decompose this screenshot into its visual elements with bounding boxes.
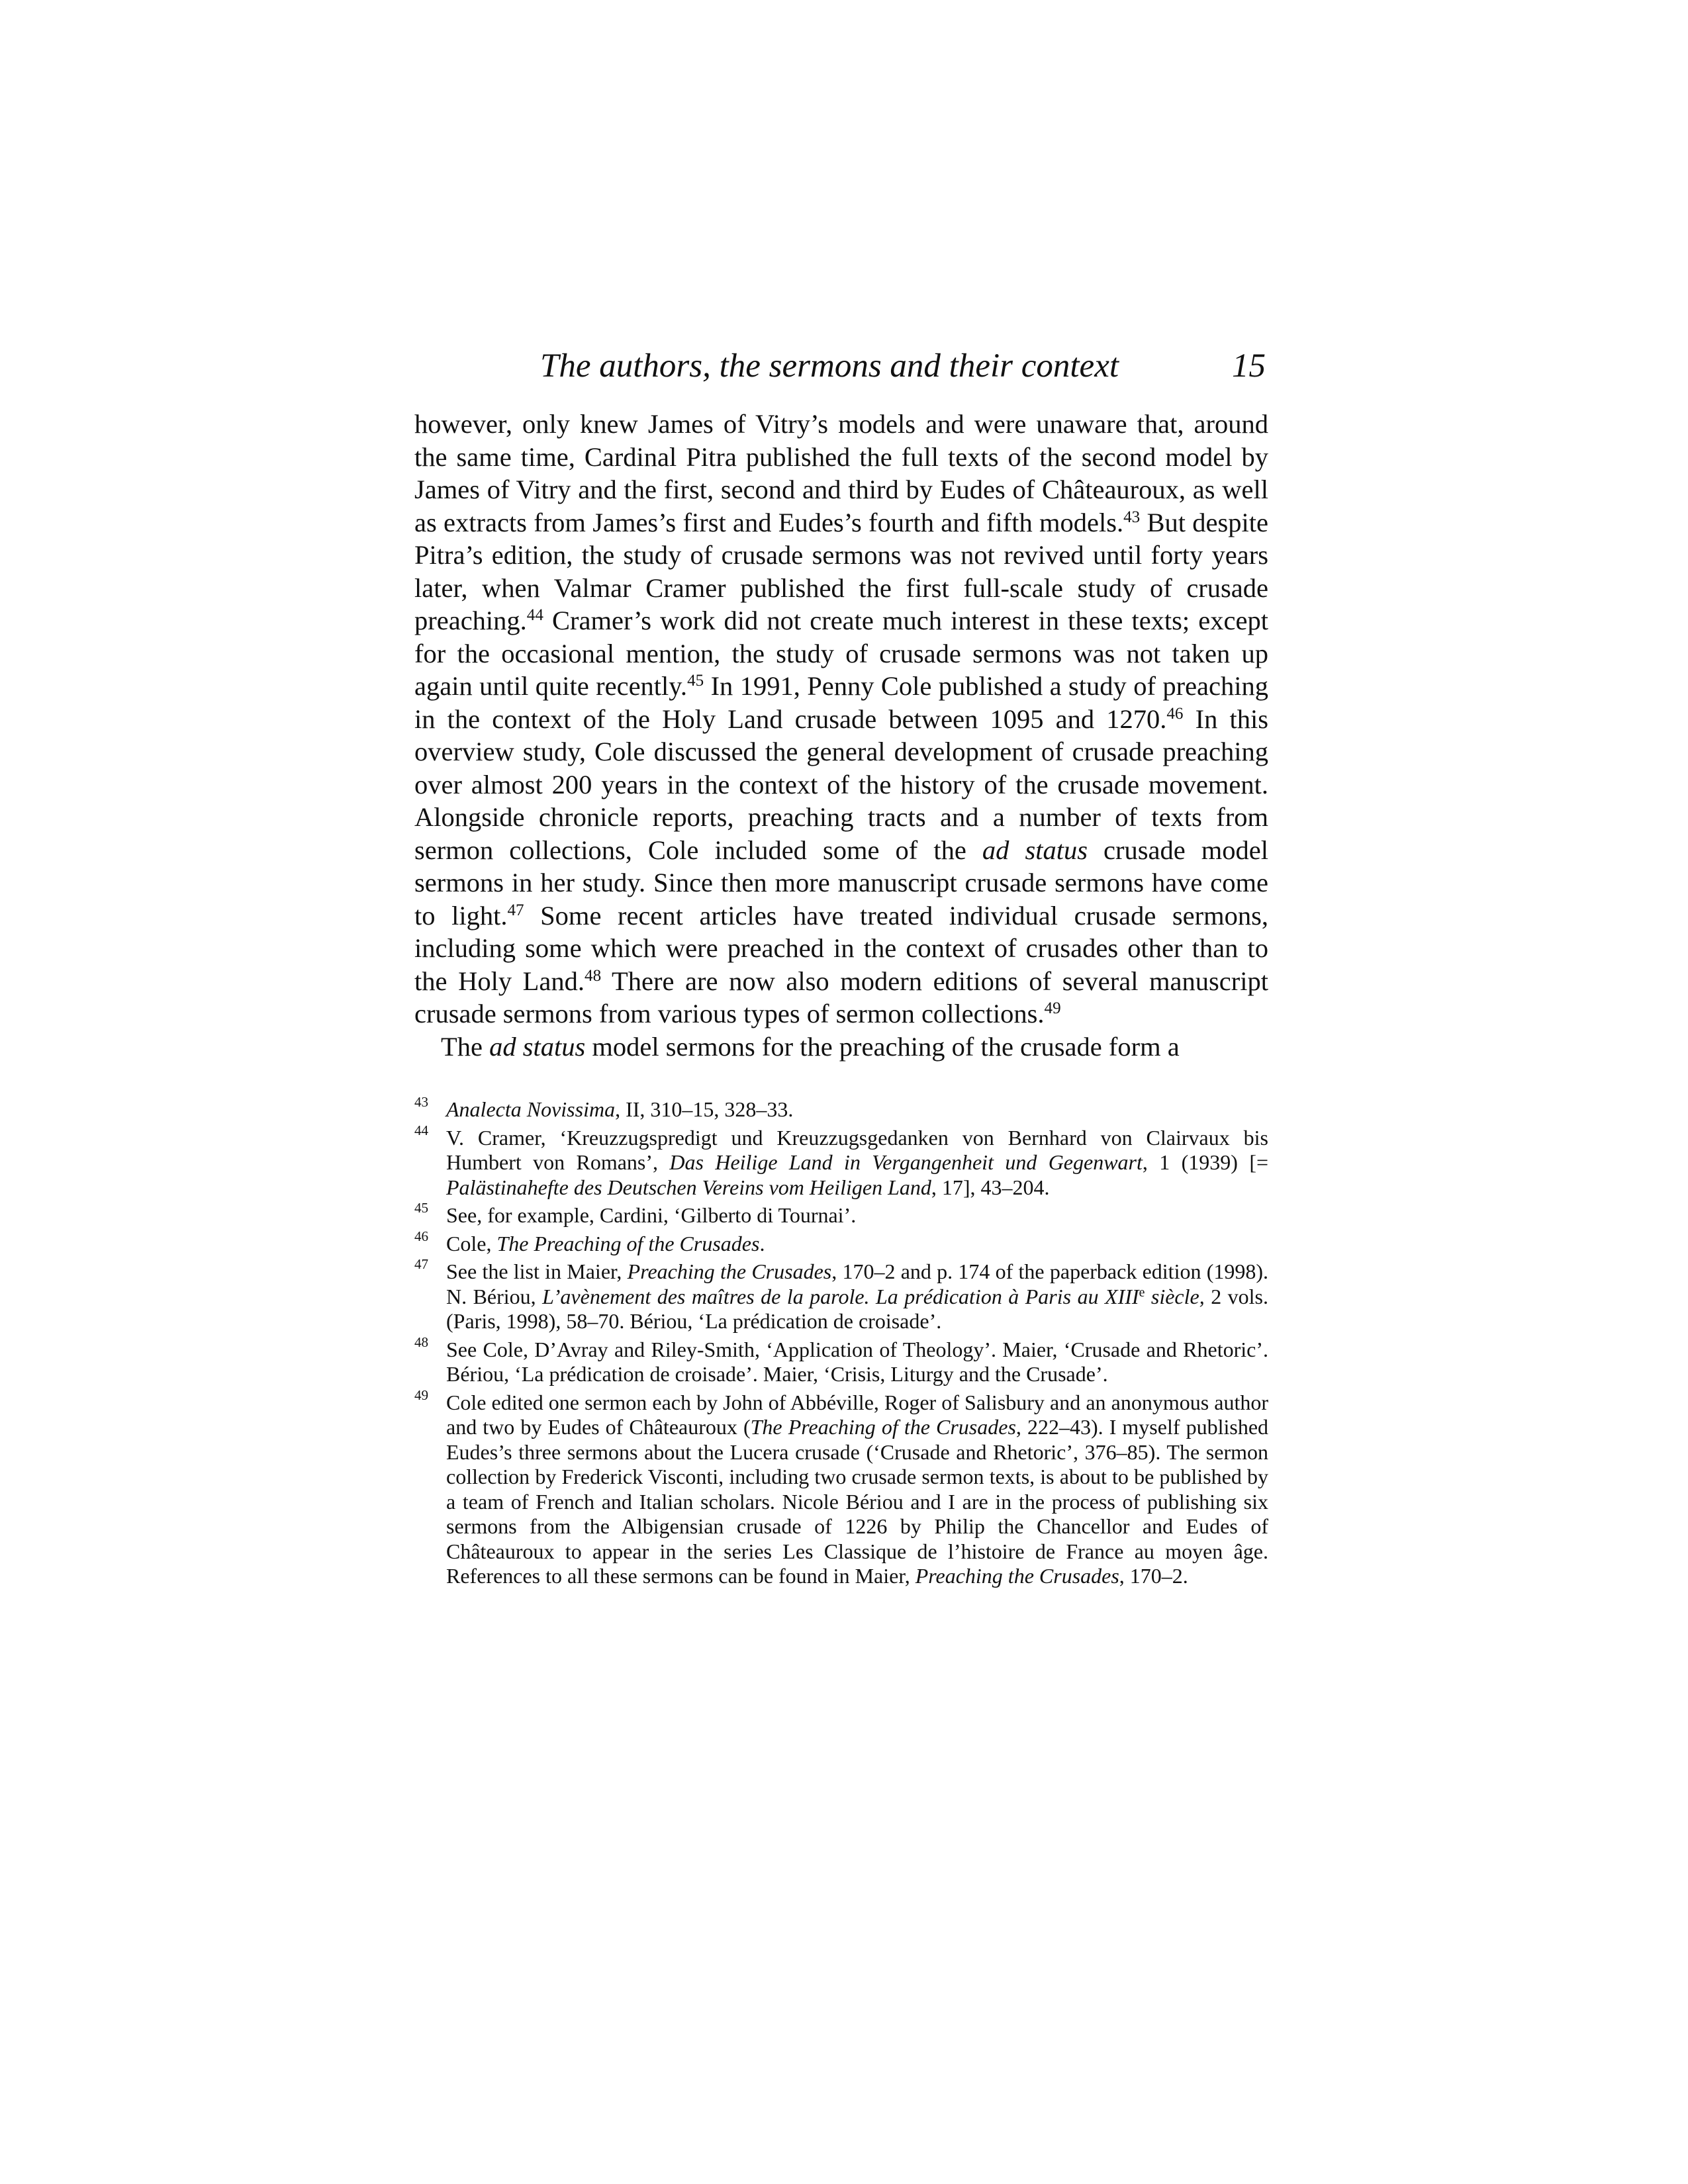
text-run: In this overview study, Cole discussed the general development of crusade preaching over almost 200 years in the context of the history of the crusade movement. Alongside chronicle reports, preaching tracts and a number of texts from sermon collections, Cole included some of the <box>414 704 1268 865</box>
footnote-number: 45 <box>414 1200 429 1216</box>
footnote-ref-44: 44 <box>526 606 543 625</box>
italic-term: ad status <box>489 1031 586 1062</box>
italic-title: The Preaching of the Crusades <box>496 1231 760 1255</box>
footnote-ref-49: 49 <box>1044 999 1061 1018</box>
footnote-text: 2 vols. (Paris, 1998), 58–70. Bériou, ‘La prédication de croisade’. <box>446 1284 1269 1333</box>
footnote-text: See the list in Maier, <box>446 1259 628 1283</box>
italic-title: Das Heilige Land in Vergangenheit und Gegenwart <box>669 1150 1143 1174</box>
footnote-text: See Cole, D’Avray and Riley-Smith, ‘Application of Theology’. Maier, ‘Crusade and Rhetoric’. Bériou, ‘La prédication de croisade’. Maier, ‘Crisis, Liturgy and the Crusade’. <box>446 1337 1268 1386</box>
text-run: Some recent articles have treated individual crusade sermons, including some which were preached in the context of crusades other than to the Holy Land. <box>414 900 1268 996</box>
footnote-ref-46: 46 <box>1166 704 1184 723</box>
running-title: The authors, the sermons and their context <box>540 347 1119 385</box>
footnote-text: . <box>759 1231 765 1255</box>
footnote-text: Cole, <box>446 1231 497 1255</box>
footnote-ref-43: 43 <box>1123 508 1141 526</box>
footnote-number: 44 <box>414 1122 429 1138</box>
footnote-number: 48 <box>414 1334 429 1350</box>
footnote-number: 47 <box>414 1256 429 1272</box>
main-text <box>414 408 1268 1063</box>
footnote-text: , 170–2 and p. 174 of the paperback edition (1998). N. Bériou, <box>446 1259 1269 1308</box>
footnote-48 <box>414 1334 1268 1387</box>
footnote-text: , II, 310–15, 328–33. <box>615 1097 794 1121</box>
italic-title: Analecta Novissima <box>446 1097 616 1121</box>
footnote-43 <box>414 1094 1268 1122</box>
text-run: But despite Pitra’s edition, the study of crusade sermons was not revived until forty years later, when Valmar Cramer published the first full-scale study of crusade preaching. <box>414 507 1268 635</box>
footnotes <box>414 1094 1269 1589</box>
paragraph-1 <box>414 408 1268 1030</box>
superscript: e <box>1139 1285 1145 1300</box>
text-run: model sermons for the preaching of the crusade form a <box>585 1031 1180 1062</box>
footnote-ref-48: 48 <box>585 966 602 985</box>
footnote-49 <box>414 1387 1269 1589</box>
book-page <box>414 343 1268 1592</box>
footnote-47 <box>414 1256 1269 1334</box>
text-run: In 1991, Penny Cole published a study of preaching in the context of the Holy Land crusade between 1095 and 1270. <box>414 671 1268 734</box>
footnote-ref-47: 47 <box>507 901 524 919</box>
italic-title: L’avènement des maîtres de la parole. La prédication à Paris au XIII <box>542 1284 1139 1308</box>
footnote-text: , 17], 43–204. <box>931 1175 1050 1199</box>
italic-title: Preaching the Crusades <box>627 1259 832 1283</box>
footnote-number: 46 <box>414 1228 429 1244</box>
running-head <box>414 343 1268 389</box>
footnote-44 <box>414 1122 1269 1201</box>
footnote-45 <box>414 1200 1268 1228</box>
footnote-text: , 1 (1939) [= <box>1142 1150 1269 1174</box>
italic-title: Preaching the Crusades <box>915 1564 1119 1588</box>
footnote-ref-45: 45 <box>687 672 704 690</box>
text-run: Cramer’s work did not create much interest in these texts; except for the occasional mention, the study of crusade sermons was not taken up again until quite recently. <box>414 606 1268 701</box>
page-number: 15 <box>1232 347 1266 385</box>
text-run: The <box>441 1031 490 1062</box>
footnote-number: 43 <box>414 1094 429 1110</box>
text-run: however, only knew James of Vitry’s models and were unaware that, around the same time, Cardinal Pitra published the full texts of the second model by James of Vitry and the first, second and third by Eudes of Châteauroux, as well as extracts from James’s first and Eudes’s fourth and fifth models. <box>414 409 1268 537</box>
footnote-number: 49 <box>414 1387 429 1403</box>
footnote-46 <box>414 1228 1268 1257</box>
footnote-text: V. Cramer, ‘Kreuzzugspredigt und Kreuzzugsgedanken von Bernhard von Clairvaux bis Humbert von Romans’, <box>446 1125 1268 1174</box>
text-run: crusade model sermons in her study. Since then more manuscript crusade sermons have come to light. <box>414 835 1269 931</box>
text-run: There are now also modern editions of several manuscript crusade sermons from various types of sermon collections. <box>414 966 1268 1028</box>
italic-title: Palästinahefte des Deutschen Vereins vom Heiligen Land <box>446 1175 931 1199</box>
footnote-text: See, for example, Cardini, ‘Gilberto di Tournai’. <box>446 1203 857 1227</box>
paragraph-2 <box>414 1030 1268 1064</box>
italic-title: siècle, <box>1145 1284 1205 1308</box>
footnote-text: , 170–2. <box>1119 1564 1188 1588</box>
footnote-text: Cole edited one sermon each by John of Abbéville, Roger of Salisbury and an anonymous author and two by Eudes of Châteauroux ( <box>446 1390 1268 1439</box>
footnote-text: , 222–43). I myself published Eudes’s three sermons about the Lucera crusade (‘Crusade and Rhetoric’, 376–85). The sermon collection by Frederick Visconti, including two crusade sermon texts, is about to be published by a team of French and Italian scholars. Nicole Bériou and I are in the process of publishing six sermons from the Albigensian crusade of 1226 by Philip the Chancellor and Eudes of Châteauroux to appear in the series Les Classique de l’histoire de France au moyen âge. References to all these sermons can be found in Maier, <box>446 1415 1269 1588</box>
italic-term: ad status <box>982 835 1088 865</box>
italic-title: The Preaching of the Crusades <box>750 1415 1016 1439</box>
